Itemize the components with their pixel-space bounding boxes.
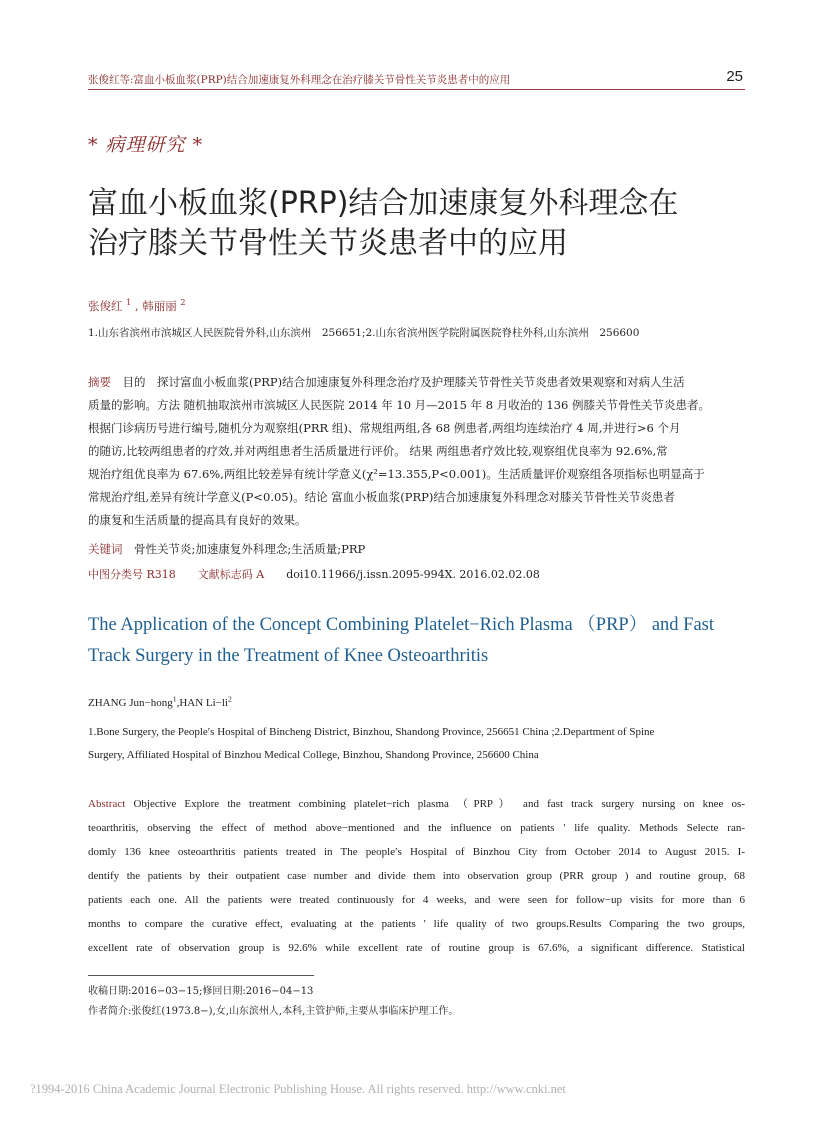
affiliation-en-line: Surgery, Affiliated Hospital of Binzhou Medical College, Binzhou, Shandong Province, 256600 China bbox=[88, 749, 539, 761]
abstract-cn-label: 摘要 bbox=[88, 375, 111, 389]
abstract-en-text: months to compare the curative effect, evaluating at the patients ' life quality of two groups.Results Comparing the two groups, bbox=[88, 918, 745, 930]
abstract-cn-text: 目的 探讨富血小板血浆(PRP)结合加速康复外科理念治疗及护理膝关节骨性关节炎患者效果观察和对病人生活 bbox=[122, 375, 685, 389]
author-name: ZHANG Jun−hong bbox=[88, 697, 173, 709]
title-cn bbox=[88, 184, 758, 264]
footnote-author-bio: 作者简介:张俊红(1973.8−),女,山东滨州人,本科,主管护师,主要从事临床护理工作。 bbox=[88, 1006, 459, 1017]
clc-label: 中图分类号 R318 bbox=[88, 568, 176, 581]
footnote-rule bbox=[88, 975, 314, 976]
title-en bbox=[88, 610, 758, 672]
abstract-cn-text: 质量的影响。方法 随机抽取滨州市滨城区人民医院 2014 年 10 月—2015 年 8 月收治的 136 例膝关节骨性关节炎患者。 bbox=[88, 398, 710, 412]
running-header: 张俊红等:富血小板血浆(PRP)结合加速康复外科理念在治疗膝关节骨性关节炎患者中的应用 bbox=[88, 74, 511, 86]
abstract-cn-text: 根据门诊病历号进行编号,随机分为观察组(PRR 组)、常规组两组,各 68 例患者,两组均连续治疗 4 周,并进行>6 个月 bbox=[88, 421, 681, 435]
affiliation-en bbox=[88, 721, 745, 767]
classification-line bbox=[88, 566, 540, 582]
affiliation-en-line: 1.Bone Surgery, the People′s Hospital of Bincheng District, Binzhou, Shandong Province, 256651 China ;2.Department of Spine bbox=[88, 726, 655, 738]
doi: doi10.11966/j.issn.2095-994X. 2016.02.02.08 bbox=[286, 568, 540, 581]
abstract-en bbox=[88, 792, 745, 960]
abstract-en-text: dentify the patients by their outpatient case number and divide them into observation group (PRR group ) and routine group, 68 bbox=[88, 870, 745, 882]
abstract-en-label: Abstract bbox=[88, 798, 126, 810]
abstract-cn bbox=[88, 371, 745, 532]
author-name: 韩丽丽 bbox=[142, 299, 177, 313]
footnote-received: 收稿日期:2016−03−15;修回日期:2016−04−13 bbox=[88, 986, 314, 997]
copyright-watermark: ?1994-2016 China Academic Journal Electronic Publishing House. All rights reserved. http://www.cnki.net bbox=[30, 1082, 566, 1096]
abstract-en-text: excellent rate of observation group is 92.6% while excellent rate of routine group is 67.6%, a significant difference. Statistical bbox=[88, 942, 745, 954]
doc-code-label: 文献标志码 A bbox=[197, 568, 265, 581]
header-rule bbox=[88, 89, 745, 90]
page-number: 25 bbox=[726, 68, 743, 85]
authors-en bbox=[88, 694, 232, 709]
author-affil-mark: 1 bbox=[172, 694, 177, 704]
keywords-cn-label: 关键词 bbox=[88, 542, 123, 556]
abstract-cn-text: 的随访,比较两组患者的疗效,并对两组患者生活质量进行评价。 结果 两组患者疗效比较,观察组优良率为 92.6%,常 bbox=[88, 444, 668, 458]
author-affil-mark: 2 bbox=[180, 298, 186, 308]
title-cn-line: 富血小板血浆(PRP)结合加速康复外科理念在 bbox=[88, 186, 679, 221]
affiliation-cn: 1.山东省滨州市滨城区人民医院骨外科,山东滨州 256651;2.山东省滨州医学院附属医院脊柱外科,山东滨州 256600 bbox=[88, 327, 640, 339]
author-name: ,HAN Li−li bbox=[176, 697, 229, 709]
authors-cn bbox=[88, 298, 186, 314]
abstract-en-text: teoarthritis, observing the effect of method above−mentioned and the influence on patients ' life quality. Methods Selecte ran- bbox=[88, 822, 745, 834]
title-en-line: The Application of the Concept Combining Platelet−Rich Plasma （PRP） and Fast bbox=[88, 615, 715, 635]
section-label: * 病理研究 * bbox=[88, 134, 204, 156]
title-en-line: Track Surgery in the Treatment of Knee Osteoarthritis bbox=[88, 646, 489, 666]
author-name: 张俊红 bbox=[88, 299, 123, 313]
abstract-cn-text: 的康复和生活质量的提高具有良好的效果。 bbox=[88, 513, 307, 527]
keywords-cn-text: 骨性关节炎;加速康复外科理念;生活质量;PRP bbox=[134, 542, 366, 556]
abstract-cn-text: 规治疗组优良率为 67.6%,两组比较差异有统计学意义(χ²=13.355,P<0.001)。生活质量评价观察组各项指标也明显高于 bbox=[88, 467, 705, 481]
keywords-cn bbox=[88, 541, 365, 557]
author-affil-mark: 2 bbox=[228, 694, 232, 704]
abstract-en-text: Objective Explore the treatment combining platelet−rich plasma （PRP） and fast track surgery nursing on knee os- bbox=[133, 798, 745, 810]
abstract-en-text: domly 136 knee osteoarthritis patients treated in The people′s Hospital of Binzhou City from October 2014 to August 2015. I- bbox=[88, 846, 745, 858]
abstract-cn-text: 常规治疗组,差异有统计学意义(P<0.05)。结论 富血小板血浆(PRP)结合加速康复外科理念对膝关节骨性关节炎患者 bbox=[88, 490, 675, 504]
abstract-en-text: patients each one. All the patients were treated continuously for 4 weeks, and were seen for follow−up visits for more than 6 bbox=[88, 894, 745, 906]
title-cn-line: 治疗膝关节骨性关节炎患者中的应用 bbox=[88, 226, 568, 261]
author-affil-mark: 1 bbox=[126, 298, 132, 308]
author-separator: , bbox=[134, 299, 139, 313]
